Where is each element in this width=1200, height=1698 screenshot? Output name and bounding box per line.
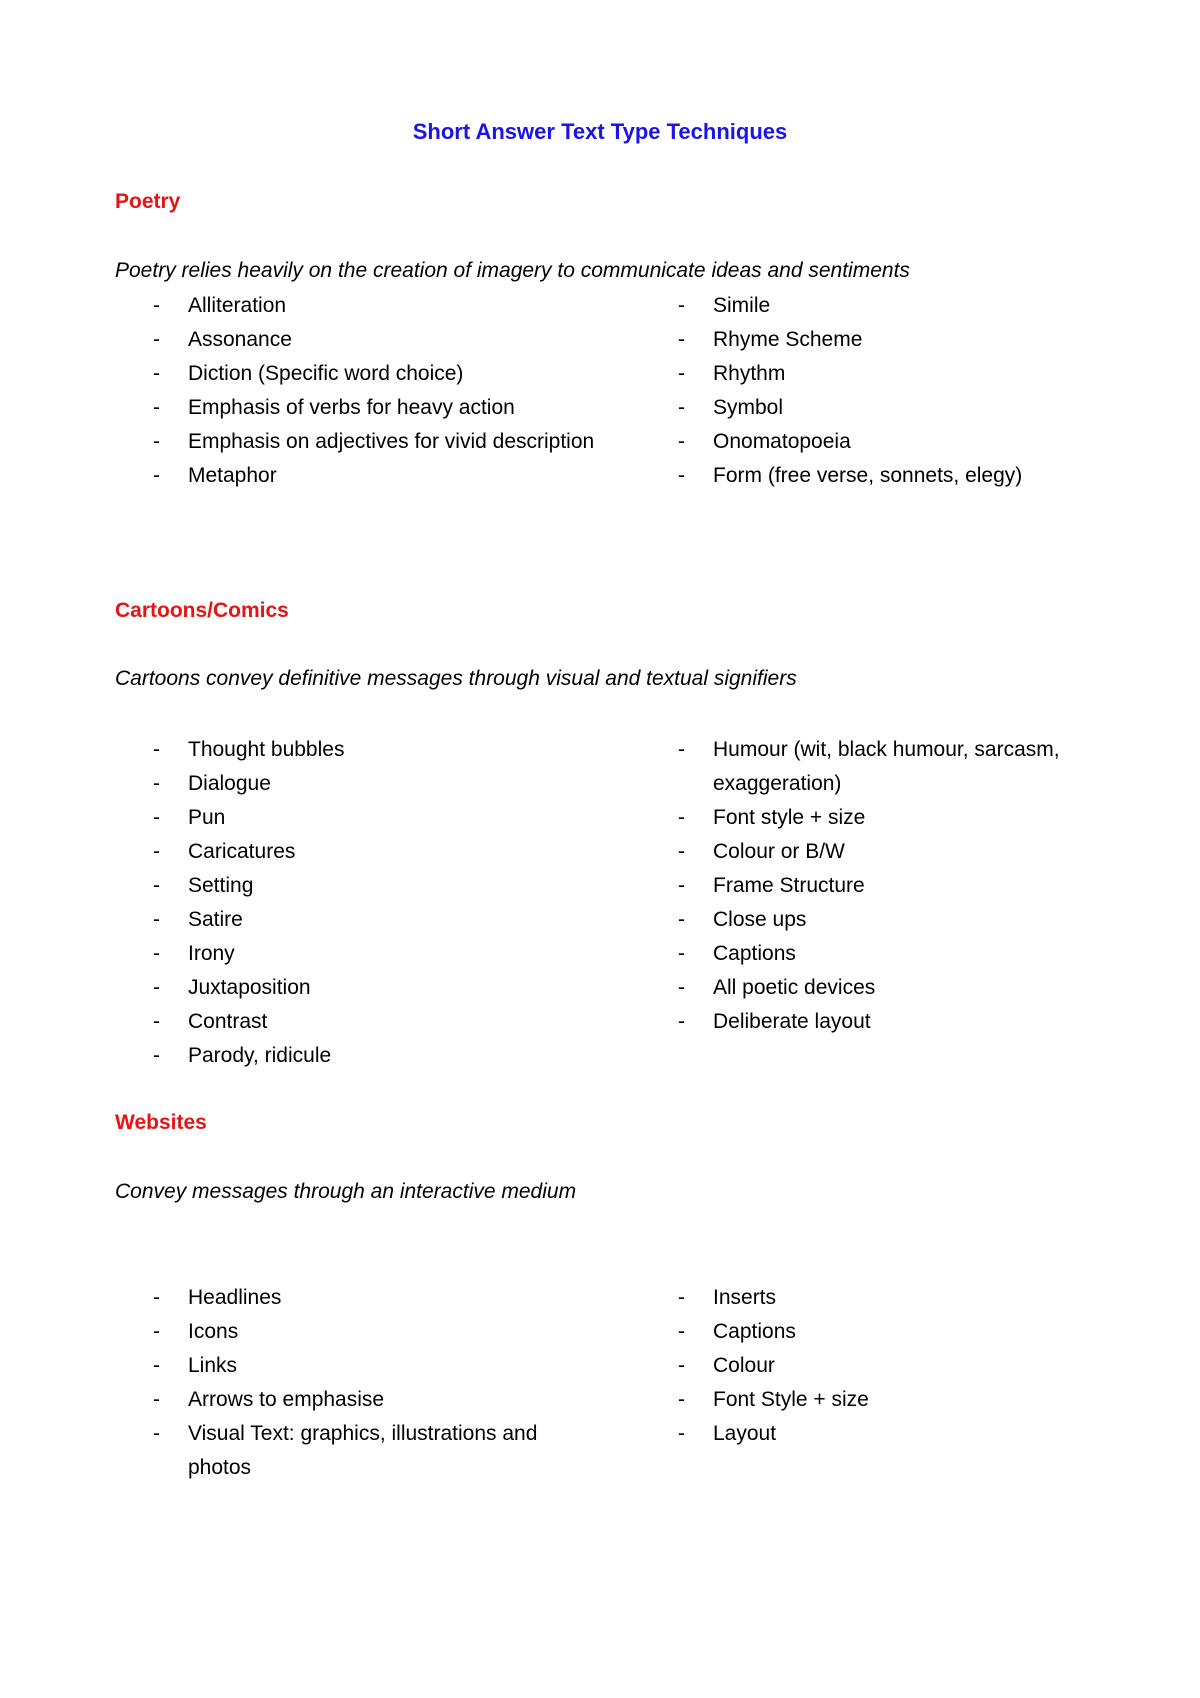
bullet-dash: -: [153, 464, 160, 487]
bullet-dash: -: [153, 772, 160, 795]
bullet-dash: -: [678, 840, 685, 863]
list-item-text: Assonance: [188, 328, 292, 351]
list-item: [153, 425, 603, 459]
list-item: [678, 937, 1118, 971]
list-item-text: Deliberate layout: [713, 1010, 871, 1033]
bullet-dash: -: [678, 1354, 685, 1377]
list-item-text: Captions: [713, 942, 796, 965]
list-item: [153, 289, 603, 323]
list-item: [678, 801, 1118, 835]
list-item: [153, 1315, 603, 1349]
bullet-dash: -: [678, 1320, 685, 1343]
list-item-text: Parody, ridicule: [188, 1044, 332, 1067]
list-item: [153, 835, 603, 869]
list-item-text: Irony: [188, 942, 235, 965]
list-item: [153, 1039, 603, 1073]
list-item-text: Contrast: [188, 1010, 268, 1033]
list-item: [153, 1417, 603, 1485]
bullet-dash: -: [153, 806, 160, 829]
bullet-dash: -: [153, 976, 160, 999]
list-item: [678, 733, 1118, 801]
list-item-text: Icons: [188, 1320, 239, 1343]
section-intro-cartoons: Cartoons convey definitive messages through visual and textual signifiers: [115, 667, 797, 690]
bullet-dash: -: [153, 1422, 160, 1445]
list-item-text: Dialogue: [188, 772, 271, 795]
bullet-dash: -: [153, 942, 160, 965]
list-item: [678, 971, 1118, 1005]
list-item: [153, 391, 603, 425]
section-intro-poetry: Poetry relies heavily on the creation of imagery to communicate ideas and sentiments: [115, 259, 910, 282]
list-item: [153, 801, 603, 835]
list-item-text: Font Style + size: [713, 1388, 869, 1411]
list-item-text: Rhythm: [713, 362, 786, 385]
list-item-text: Setting: [188, 874, 254, 897]
bullet-dash: -: [678, 976, 685, 999]
bullet-dash: -: [153, 874, 160, 897]
list-item-text: Symbol: [713, 396, 784, 419]
list-item: [678, 1417, 1118, 1451]
list-item: [678, 1349, 1118, 1383]
bullet-dash: -: [153, 396, 160, 419]
list-item: [153, 323, 603, 357]
bullet-dash: -: [153, 840, 160, 863]
list-item-text: Arrows to emphasise: [188, 1388, 385, 1411]
list-item: [153, 971, 603, 1005]
list-item-text: Thought bubbles: [188, 738, 345, 761]
bullet-dash: -: [678, 396, 685, 419]
list-item: [678, 869, 1118, 903]
bullet-dash: -: [153, 1044, 160, 1067]
list-item: [678, 1281, 1118, 1315]
list-item-text: Captions: [713, 1320, 796, 1343]
bullet-dash: -: [678, 1286, 685, 1309]
list-item-text: Emphasis on adjectives for vivid description: [188, 430, 595, 453]
bullet-dash: -: [678, 1388, 685, 1411]
list-item: [153, 1349, 603, 1383]
list-item: [153, 357, 603, 391]
section-intro-websites: Convey messages through an interactive medium: [115, 1180, 577, 1203]
list-item-text: Emphasis of verbs for heavy action: [188, 396, 515, 419]
list-item: [153, 869, 603, 903]
list-item: [678, 1383, 1118, 1417]
bullet-dash: -: [153, 328, 160, 351]
bullet-dash: -: [678, 738, 685, 761]
list-item: [678, 835, 1118, 869]
section-heading-websites: Websites: [115, 1111, 207, 1134]
list-item: [153, 733, 603, 767]
bullet-dash: -: [153, 1388, 160, 1411]
list-item: [678, 425, 1118, 459]
list-item-text: Close ups: [713, 908, 807, 931]
list-item: [678, 289, 1118, 323]
list-item-text: Links: [188, 1354, 238, 1377]
list-item-text: Humour (wit, black humour, sarcasm, exaggeration): [713, 738, 1060, 795]
section-heading-cartoons: Cartoons/Comics: [115, 599, 289, 622]
list-item-text: Frame Structure: [713, 874, 865, 897]
list-item-text: Simile: [713, 294, 771, 317]
list-item-text: Caricatures: [188, 840, 296, 863]
poetry-list-left: [153, 289, 603, 493]
bullet-dash: -: [678, 430, 685, 453]
list-item-text: Colour or B/W: [713, 840, 845, 863]
list-item: [678, 391, 1118, 425]
list-item: [678, 357, 1118, 391]
bullet-dash: -: [678, 294, 685, 317]
list-item-text: Form (free verse, sonnets, elegy): [713, 464, 1023, 487]
bullet-dash: -: [153, 1010, 160, 1033]
list-item: [153, 767, 603, 801]
list-item-text: Layout: [713, 1422, 777, 1445]
bullet-dash: -: [153, 1320, 160, 1343]
list-item-text: Colour: [713, 1354, 775, 1377]
bullet-dash: -: [153, 362, 160, 385]
bullet-dash: -: [153, 430, 160, 453]
cartoons-list-left: [153, 733, 603, 1073]
list-item: [153, 459, 603, 493]
list-item-text: Rhyme Scheme: [713, 328, 863, 351]
list-item: [153, 1383, 603, 1417]
section-heading-poetry: Poetry: [115, 190, 181, 213]
poetry-list-right: [678, 289, 1118, 493]
list-item-text: Metaphor: [188, 464, 277, 487]
list-item-text: Satire: [188, 908, 243, 931]
list-item: [153, 1005, 603, 1039]
list-item-text: Onomatopoeia: [713, 430, 851, 453]
bullet-dash: -: [678, 464, 685, 487]
page-title: Short Answer Text Type Techniques: [412, 119, 788, 144]
list-item-text: All poetic devices: [713, 976, 876, 999]
list-item: [678, 903, 1118, 937]
list-item-text: Visual Text: graphics, illustrations and photos: [188, 1422, 538, 1479]
list-item-text: Font style + size: [713, 806, 866, 829]
list-item: [153, 937, 603, 971]
bullet-dash: -: [153, 1286, 160, 1309]
list-item: [678, 459, 1118, 493]
bullet-dash: -: [678, 908, 685, 931]
list-item-text: Headlines: [188, 1286, 282, 1309]
bullet-dash: -: [678, 328, 685, 351]
list-item-text: Diction (Specific word choice): [188, 362, 464, 385]
list-item: [153, 903, 603, 937]
list-item-text: Alliteration: [188, 294, 287, 317]
bullet-dash: -: [678, 362, 685, 385]
bullet-dash: -: [678, 1422, 685, 1445]
bullet-dash: -: [678, 1010, 685, 1033]
bullet-dash: -: [153, 1354, 160, 1377]
list-item: [153, 1281, 603, 1315]
list-item-text: Juxtaposition: [188, 976, 311, 999]
bullet-dash: -: [153, 908, 160, 931]
list-item: [678, 1005, 1118, 1039]
bullet-dash: -: [678, 874, 685, 897]
list-item-text: Inserts: [713, 1286, 777, 1309]
bullet-dash: -: [678, 942, 685, 965]
bullet-dash: -: [153, 738, 160, 761]
list-item: [678, 323, 1118, 357]
bullet-dash: -: [678, 806, 685, 829]
cartoons-list-right: [678, 733, 1118, 1039]
list-item: [678, 1315, 1118, 1349]
list-item-text: Pun: [188, 806, 226, 829]
websites-list-right: [678, 1281, 1118, 1451]
bullet-dash: -: [153, 294, 160, 317]
websites-list-left: [153, 1281, 603, 1485]
